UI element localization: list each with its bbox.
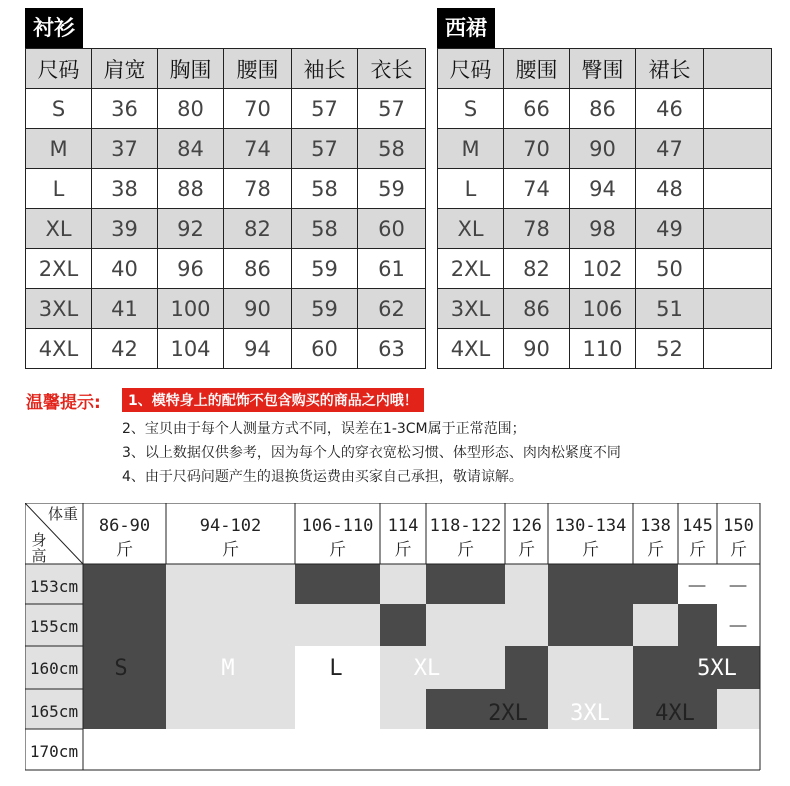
value-cell: 59 (292, 289, 358, 329)
tip-item: 3、以上数据仅供参考，因为每个人的穿衣宽松习惯、体型形态、肉肉松紧度不同 (122, 445, 621, 461)
size-cell: 2XL (438, 249, 504, 289)
value-cell: 46 (636, 89, 704, 129)
value-cell: 70 (224, 89, 292, 129)
value-cell: 59 (358, 169, 426, 209)
value-cell (704, 129, 772, 169)
header-cell (704, 49, 772, 89)
size-region (295, 564, 380, 604)
table-row (438, 89, 772, 129)
value-cell: 92 (158, 209, 224, 249)
table-row (26, 329, 426, 369)
table-header-row (438, 49, 772, 89)
size-cell: L (438, 169, 504, 209)
header-cell: 臀围 (570, 49, 636, 89)
value-cell: 94 (570, 169, 636, 209)
value-cell: 82 (504, 249, 570, 289)
weight-header: 86-90 (98, 516, 151, 536)
header-cell: 袖长 (292, 49, 358, 89)
size-region (548, 564, 633, 646)
value-cell: 48 (636, 169, 704, 209)
size-label: S (114, 656, 128, 681)
size-cell: S (26, 89, 92, 129)
header-cell: 胸围 (158, 49, 224, 89)
value-cell: 42 (92, 329, 158, 369)
weight-unit: 斤 (222, 540, 239, 560)
value-cell: 104 (158, 329, 224, 369)
value-cell: 106 (570, 289, 636, 329)
size-label: 2XL (488, 701, 528, 726)
value-cell (704, 169, 772, 209)
value-cell (704, 89, 772, 129)
value-cell: 60 (358, 209, 426, 249)
header-cell: 尺码 (438, 49, 504, 89)
size-cell: XL (26, 209, 92, 249)
na-mark: —— (729, 618, 747, 634)
tip-item: 4、由于尺码问题产生的退换货运费由买家自己承担，敬请谅解。 (122, 469, 523, 485)
size-region (717, 689, 760, 729)
value-cell: 96 (158, 249, 224, 289)
corner-weight-label: 体重 (47, 505, 79, 523)
weight-header: 118-122 (429, 516, 502, 536)
table-row (26, 289, 426, 329)
value-cell: 58 (292, 209, 358, 249)
value-cell: 86 (224, 249, 292, 289)
weight-header: 130-134 (554, 516, 627, 536)
table-row (438, 169, 772, 209)
table-row (438, 249, 772, 289)
size-region (380, 604, 426, 646)
size-label: 4XL (655, 701, 695, 726)
size-region (166, 564, 295, 729)
value-cell: 58 (292, 169, 358, 209)
tip-highlight: 1、模特身上的配饰不包含购买的商品之内哦！ (122, 388, 424, 412)
table-row (438, 289, 772, 329)
value-cell: 70 (504, 129, 570, 169)
value-cell: 86 (570, 89, 636, 129)
table-row (26, 89, 426, 129)
size-label: L (329, 656, 343, 681)
value-cell: 98 (570, 209, 636, 249)
size-cell: 3XL (438, 289, 504, 329)
height-label: 155cm (29, 617, 79, 636)
weight-header: 150 (723, 516, 754, 536)
value-cell: 47 (636, 129, 704, 169)
value-cell: 78 (224, 169, 292, 209)
value-cell (704, 249, 772, 289)
weight-header: 126 (511, 516, 542, 536)
value-cell: 57 (358, 89, 426, 129)
value-cell: 50 (636, 249, 704, 289)
size-label: 5XL (697, 656, 737, 681)
value-cell: 38 (92, 169, 158, 209)
header-cell: 尺码 (26, 49, 92, 89)
value-cell: 94 (224, 329, 292, 369)
weight-unit: 斤 (116, 540, 133, 560)
table-header-row (26, 49, 426, 89)
value-cell: 100 (158, 289, 224, 329)
weight-header: 94-102 (199, 516, 262, 536)
header-cell: 裙长 (636, 49, 704, 89)
value-cell: 74 (224, 129, 292, 169)
size-region (83, 564, 166, 729)
table-row (438, 129, 772, 169)
header-cell: 衣长 (358, 49, 426, 89)
value-cell: 110 (570, 329, 636, 369)
size-cell: 4XL (26, 329, 92, 369)
size-label: 3XL (570, 701, 610, 726)
value-cell: 88 (158, 169, 224, 209)
header-cell: 腰围 (504, 49, 570, 89)
value-cell: 78 (504, 209, 570, 249)
value-cell: 90 (224, 289, 292, 329)
table-row (26, 209, 426, 249)
header-cell: 腰围 (224, 49, 292, 89)
value-cell: 82 (224, 209, 292, 249)
size-region (380, 564, 426, 604)
size-cell: XL (438, 209, 504, 249)
skirt-title: 西裙 (437, 8, 495, 48)
header-cell: 肩宽 (92, 49, 158, 89)
size-label: XL (413, 656, 441, 681)
weight-header: 114 (387, 516, 419, 536)
tip-item: 2、宝贝由于每个人测量方式不同，误差在1-3CM属于正常范围； (122, 421, 526, 437)
size-cell: M (438, 129, 504, 169)
value-cell: 51 (636, 289, 704, 329)
size-region (633, 564, 678, 604)
na-mark: —— (729, 578, 747, 594)
shirt-title: 衬衫 (25, 8, 83, 48)
value-cell: 84 (158, 129, 224, 169)
weight-unit: 斤 (647, 540, 664, 560)
value-cell: 59 (292, 249, 358, 289)
tips-lead: 温馨提示: (26, 393, 101, 413)
table-row (438, 329, 772, 369)
value-cell (704, 209, 772, 249)
value-cell: 52 (636, 329, 704, 369)
value-cell: 37 (92, 129, 158, 169)
value-cell: 36 (92, 89, 158, 129)
size-region (426, 564, 505, 604)
na-mark: —— (688, 578, 706, 594)
weight-header: 138 (640, 516, 671, 536)
table-row (438, 209, 772, 249)
table-row (26, 169, 426, 209)
value-cell: 41 (92, 289, 158, 329)
weight-unit: 斤 (582, 540, 599, 560)
value-cell: 66 (504, 89, 570, 129)
weight-header: 106-110 (301, 516, 374, 536)
weight-unit: 斤 (689, 540, 706, 560)
corner-height-label: 高 (31, 547, 47, 565)
value-cell: 57 (292, 89, 358, 129)
value-cell (704, 289, 772, 329)
height-weight-size-chart (25, 503, 765, 773)
value-cell: 74 (504, 169, 570, 209)
height-label: 160cm (29, 659, 79, 678)
value-cell: 90 (504, 329, 570, 369)
height-label: 165cm (29, 702, 79, 721)
size-cell: 3XL (26, 289, 92, 329)
weight-header: 145 (682, 516, 713, 536)
size-cell: L (26, 169, 92, 209)
value-cell: 90 (570, 129, 636, 169)
weight-unit: 斤 (457, 540, 474, 560)
value-cell: 58 (358, 129, 426, 169)
size-label: M (221, 656, 235, 681)
height-label: 153cm (29, 577, 79, 596)
value-cell: 86 (504, 289, 570, 329)
value-cell: 49 (636, 209, 704, 249)
value-cell: 40 (92, 249, 158, 289)
size-cell: M (26, 129, 92, 169)
size-region (505, 564, 548, 646)
weight-unit: 斤 (394, 540, 412, 560)
skirt-size-table (437, 48, 772, 369)
size-region (633, 604, 678, 646)
corner-height-label: 身 (31, 531, 47, 549)
shirt-size-table (25, 48, 426, 369)
value-cell: 62 (358, 289, 426, 329)
value-cell: 39 (92, 209, 158, 249)
size-region (295, 604, 380, 646)
value-cell: 63 (358, 329, 426, 369)
height-label: 170cm (29, 742, 79, 761)
weight-unit: 斤 (730, 540, 747, 560)
table-row (26, 249, 426, 289)
value-cell: 57 (292, 129, 358, 169)
size-cell: S (438, 89, 504, 129)
value-cell: 102 (570, 249, 636, 289)
value-cell: 60 (292, 329, 358, 369)
weight-unit: 斤 (329, 540, 346, 560)
value-cell (704, 329, 772, 369)
value-cell: 80 (158, 89, 224, 129)
table-row (26, 129, 426, 169)
size-region (678, 604, 717, 646)
size-cell: 2XL (26, 249, 92, 289)
weight-unit: 斤 (518, 540, 535, 560)
size-cell: 4XL (438, 329, 504, 369)
value-cell: 61 (358, 249, 426, 289)
